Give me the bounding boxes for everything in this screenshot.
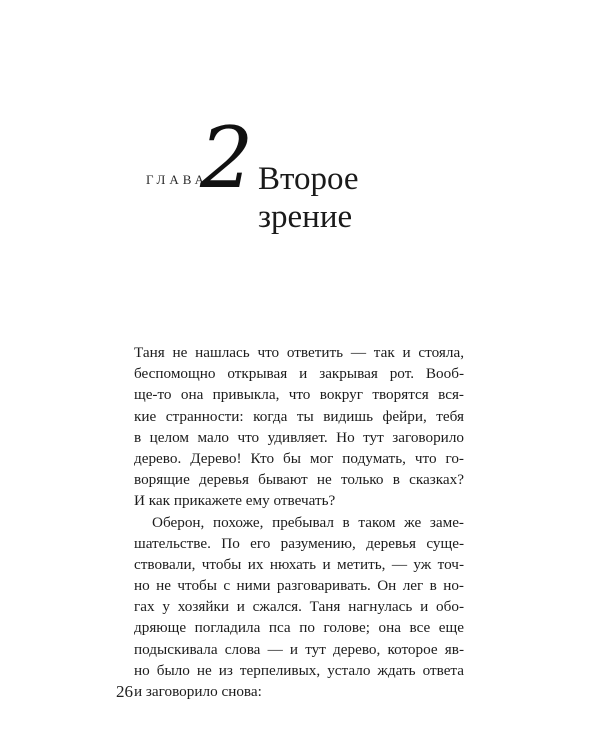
text-line: Оберон, похоже, пребывал в таком же заме- — [152, 513, 464, 531]
chapter-heading — [0, 0, 600, 260]
text-line: И как прикажете ему отвечать? — [134, 492, 336, 510]
chapter-title-line-1: Второе — [258, 161, 359, 197]
text-line: и заговорило снова: — [134, 683, 262, 700]
text-line: ствовали, чтобы их нюхать и метить, — уж точ- — [134, 555, 464, 573]
text-line: шательстве. По его разумению, деревья суще- — [134, 534, 464, 552]
text-line: гах у хозяйки и сжался. Таня нагнулась и обо- — [134, 598, 464, 616]
body-text — [134, 342, 464, 702]
text-line: беспомощно открывая и закрывая рот. Вооб- — [134, 365, 464, 383]
chapter-title — [258, 160, 359, 236]
chapter-title-line-2: зрение — [258, 199, 353, 235]
chapter-number: 2 — [200, 109, 254, 207]
text-line: кие странности: когда ты видишь фейри, тебя — [134, 407, 464, 425]
text-line: дерево. Дерево! Кто бы мог подумать, что го- — [134, 449, 464, 467]
text-line: Таня не нашлась что ответить — так и стояла, — [134, 344, 464, 361]
text-line: дряюще погладила пса по голове; она все еще — [134, 619, 464, 637]
chapter-label: ГЛАВА — [146, 172, 208, 187]
text-line: но было не из терпеливых, устало ждать ответа — [134, 661, 464, 679]
text-line: в целом мало что удивляет. Но тут заговорило — [134, 428, 464, 446]
text-line: ворящие деревья бывают не только в сказках? — [134, 471, 464, 489]
text-line: ще-то она привыкла, что вокруг творятся вся- — [134, 386, 464, 404]
text-line: но не чтобы с ними разговаривать. Он лег в но- — [134, 577, 464, 595]
text-line: подыскивала слова — и тут дерево, которое яв- — [134, 640, 464, 658]
page-number: 26 — [116, 682, 133, 701]
